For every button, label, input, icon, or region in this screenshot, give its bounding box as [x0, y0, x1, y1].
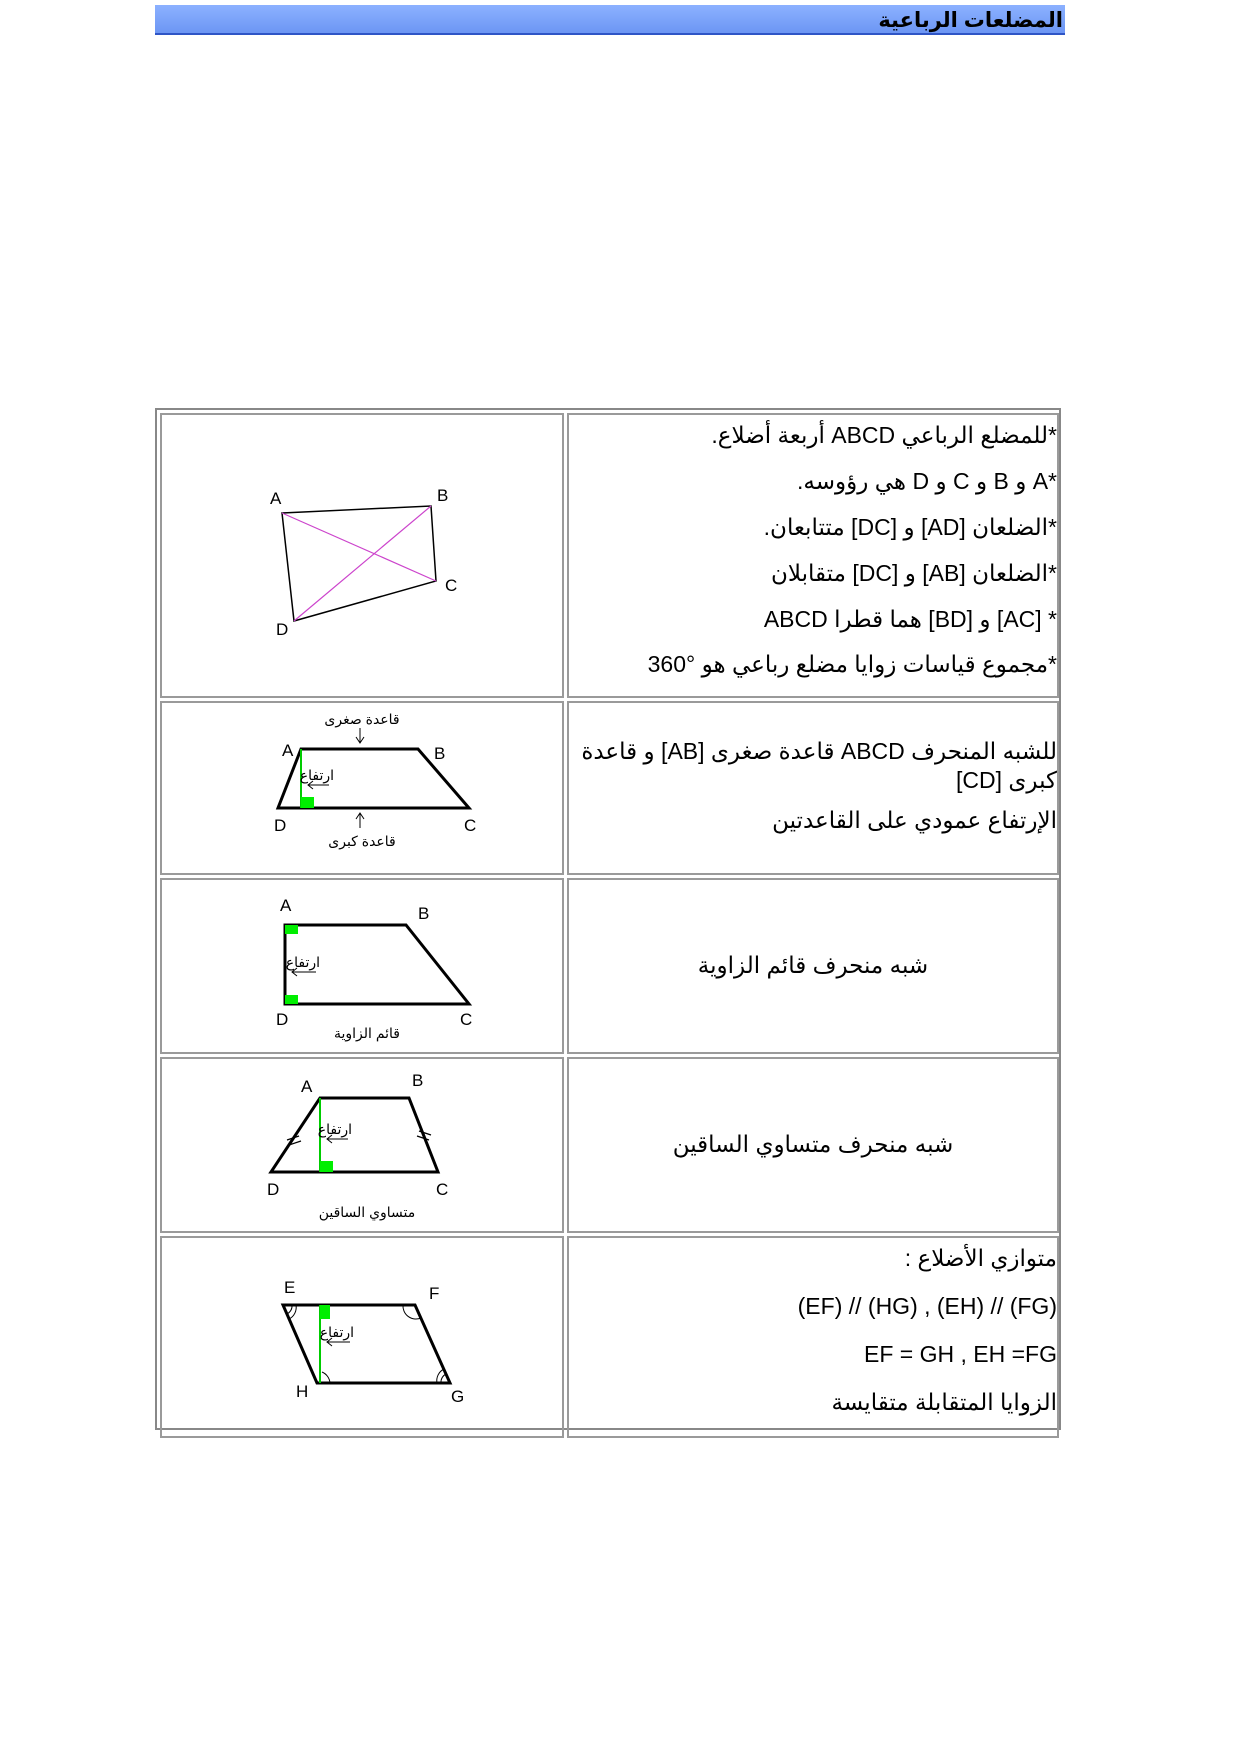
vertex-label-a: A	[270, 488, 282, 508]
equal-relation: EF = GH , EH =FG	[864, 1341, 1057, 1368]
trapezoid-outline	[271, 1098, 438, 1172]
text-line: *للمضلع الرباعي ABCD أربعة أضلاع.	[711, 422, 1057, 448]
text-line: شبه منحرف متساوي الساقين	[672, 1131, 954, 1158]
right-angle-marker	[320, 1161, 333, 1172]
quadrilaterals-table	[157, 410, 1062, 1441]
vertex-label-e: E	[284, 1278, 296, 1298]
table-row	[160, 413, 1059, 698]
figure-caption: متساوي الساقين	[318, 1204, 416, 1221]
text-line: الإرتفاع عمودي على القاعدتين	[772, 807, 1057, 834]
page-title: المضلعات الرباعية	[878, 9, 1063, 32]
big-base-label: قاعدة كبرى	[328, 833, 396, 850]
text-line: *الضلعان [AD] و [DC] متتابعان.	[763, 513, 1057, 540]
text-line	[569, 1340, 1057, 1370]
figure-cell	[160, 1057, 564, 1233]
table-row	[160, 1236, 1059, 1438]
quadrilaterals-table-frame	[155, 408, 1061, 1430]
description-cell	[567, 878, 1059, 1054]
vertex-label-a: A	[282, 741, 294, 761]
text-line: *الضلعان [AB] و [DC] متقابلان	[771, 559, 1057, 586]
figure-cell	[160, 413, 564, 698]
small-base-label: قاعدة صغرى	[324, 711, 400, 728]
tick-mark	[419, 1131, 431, 1135]
parallelogram-figure	[172, 1251, 552, 1423]
description-cell	[567, 701, 1059, 875]
right-trapezoid-figure	[172, 881, 552, 1051]
vertex-label-b: B	[434, 744, 446, 764]
figure-cell	[160, 1236, 564, 1438]
vertex-label-b: B	[437, 485, 449, 505]
height-label: ارتفاع	[319, 1324, 354, 1341]
vertex-label-c: C	[445, 575, 458, 595]
description-cell	[567, 1057, 1059, 1233]
text-line: *مجموع قياسات زوايا مضلع رباعي هو °360	[647, 651, 1057, 678]
parallelogram-outline	[283, 1305, 450, 1383]
table-row	[160, 701, 1059, 875]
vertex-label-c: C	[464, 816, 477, 836]
description-cell	[567, 413, 1059, 698]
parallel-relation: (EF) // (HG) , (EH) // (FG)	[797, 1293, 1057, 1320]
table-row	[160, 878, 1059, 1054]
diagonal-bd	[294, 506, 431, 621]
text-line: الزوايا المتقابلة متقايسة	[831, 1389, 1057, 1416]
figure-cell	[160, 701, 564, 875]
vertex-label-b: B	[418, 904, 430, 924]
right-angle-marker	[285, 925, 298, 934]
diagonal-ac	[282, 513, 436, 581]
vertex-label-a: A	[301, 1077, 313, 1097]
vertex-label-c: C	[436, 1180, 449, 1200]
vertex-label-f: F	[429, 1284, 440, 1304]
text-line: متوازي الأضلاع :	[904, 1245, 1057, 1272]
vertex-label-b: B	[412, 1071, 424, 1091]
angle-arc	[322, 1372, 330, 1383]
trapezoid-figure	[172, 704, 552, 872]
vertex-label-d: D	[276, 619, 289, 639]
height-label: ارتفاع	[317, 1121, 352, 1138]
right-angle-marker	[320, 1305, 330, 1319]
isosceles-trapezoid-figure	[172, 1060, 552, 1230]
page-header	[155, 5, 1065, 35]
text-line: شبه منحرف قائم الزاوية	[697, 952, 929, 979]
vertex-label-c: C	[460, 1010, 473, 1030]
quadrilateral-figure	[172, 421, 552, 691]
vertex-label-a: A	[280, 896, 292, 916]
text-line: للشبه المنحرف ABCD قاعدة صغرى [AB] و قاعدة كبرى [CD]	[581, 737, 1057, 794]
vertex-label-d: D	[274, 816, 287, 836]
text-line: * [AC] و [BD] هما قطرا ABCD	[763, 605, 1057, 632]
vertex-label-d: D	[276, 1010, 289, 1030]
right-angle-marker	[301, 797, 314, 808]
description-cell	[567, 1236, 1059, 1438]
table-row	[160, 1057, 1059, 1233]
right-angle-marker	[285, 995, 298, 1004]
text-line	[569, 1292, 1057, 1322]
text-line: *A و B و C و D هي رؤوسه.	[797, 467, 1057, 494]
height-label: ارتفاع	[285, 954, 320, 971]
figure-caption: قائم الزاوية	[334, 1025, 400, 1042]
vertex-label-h: H	[296, 1382, 309, 1402]
vertex-label-d: D	[267, 1180, 280, 1200]
figure-cell	[160, 878, 564, 1054]
vertex-label-g: G	[451, 1387, 465, 1407]
height-label: ارتفاع	[299, 767, 334, 784]
